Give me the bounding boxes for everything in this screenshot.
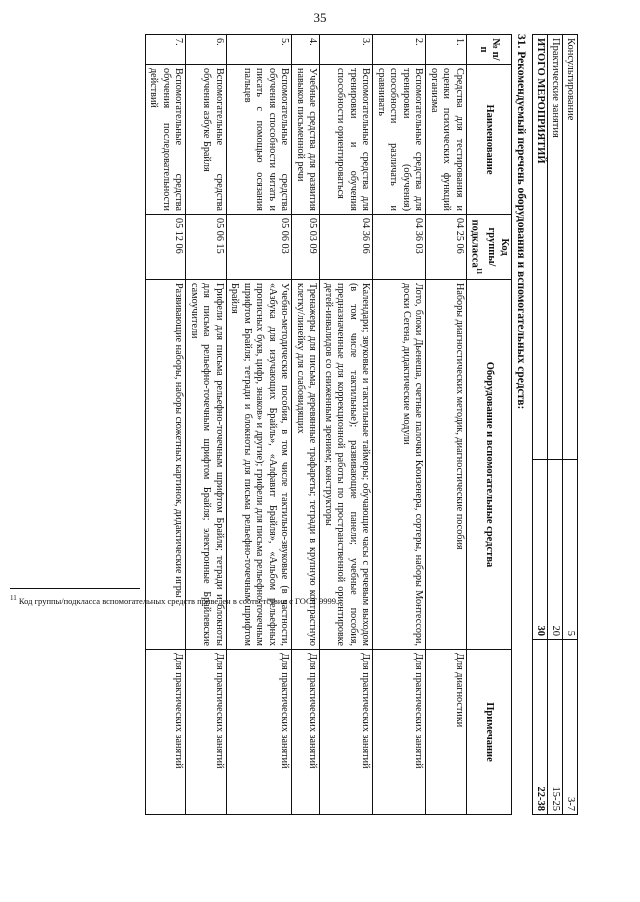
footnote-text: Код группы/подкласса вспомогательных средств приведен в соответствии с ГОСТ 9999.: [18, 595, 339, 606]
summary-cell-name: Консультирование: [563, 35, 578, 460]
page-number: 35: [313, 10, 327, 25]
equipment-cell-equipment: Развивающие наборы, наборы сюжетных картинок, дидактические игры: [146, 280, 187, 650]
equipment-cell-equipment: Календари; звуковые и тактильные таймеры; обучающие часы с речевым выходом (в том числе тактильные); развивающие панели; учебные пособия, предназначенные для коррекционной работы по пространственной ориентировке детей-инвалидов со сниженным зрением; конструкторы: [320, 280, 373, 650]
equipment-cell-code: 04 36 06: [320, 215, 373, 280]
header-code-label: Код группы/ подкласса: [469, 219, 510, 268]
equipment-cell-no: 3.: [320, 35, 373, 65]
summary-cell-col1: 5: [563, 460, 578, 640]
equipment-cell-name: Учебные средства для развития навыков письменной речи: [292, 65, 320, 215]
equipment-cell-no: 2.: [373, 35, 426, 65]
equipment-table: [145, 34, 512, 815]
equipment-cell-equipment: Лото, блоки Дьенеша, счетные палочки Кюизенера, сортеры, наборы Монтессори, доски Сегена, дидактические модули: [373, 280, 426, 650]
equipment-cell-name: Вспомогательные средства обучения азбуке Брайля: [186, 65, 227, 215]
summary-cell-col2: 22-38: [533, 640, 548, 815]
summary-cell-col2: 3-7: [563, 640, 578, 815]
equipment-row: [227, 35, 293, 815]
summary-cell-name: Практические занятия: [548, 35, 563, 460]
summary-cell-col1: 20: [548, 460, 563, 640]
footnote: [10, 594, 338, 606]
header-number: № п/п: [467, 35, 512, 65]
equipment-cell-no: 5.: [227, 35, 293, 65]
header-name: Наименование: [467, 65, 512, 215]
events-summary-table: [532, 34, 578, 815]
equipment-cell-code: 04 36 03: [373, 215, 426, 280]
section-title: 31. Рекомендуемый перечень оборудования и вспомогательных средств:: [515, 34, 527, 410]
equipment-cell-code: 05 06 03: [227, 215, 293, 280]
equipment-row: [146, 35, 187, 815]
equipment-cell-no: 4.: [292, 35, 320, 65]
header-equipment: Оборудование и вспомогательные средства: [467, 280, 512, 650]
equipment-cell-code: 05 03 09: [292, 215, 320, 280]
equipment-cell-name: Средства для тестирования и оценки психических функций организма: [426, 65, 467, 215]
summary-cell-col1: 30: [533, 460, 548, 640]
equipment-cell-no: 1.: [426, 35, 467, 65]
footnote-ref: 11: [475, 267, 483, 275]
summary-row: [548, 35, 563, 815]
summary-row: [533, 35, 548, 815]
equipment-cell-note: Для практических занятий: [146, 650, 187, 815]
equipment-cell-name: Вспомогательные средства обучения последовательности действий: [146, 65, 187, 215]
equipment-row: [373, 35, 426, 815]
equipment-cell-code: 05 06 15: [186, 215, 227, 280]
equipment-cell-code: 04 25 06: [426, 215, 467, 280]
header-code: [467, 215, 512, 280]
equipment-cell-code: 05 12 06: [146, 215, 187, 280]
equipment-cell-name: Вспомогательные средства для тренировки и обучения способности ориентироваться: [320, 65, 373, 215]
equipment-cell-note: Для диагностики: [426, 650, 467, 815]
equipment-cell-name: Вспомогательные средства для тренировки (обучения) способности различать и сравнивать: [373, 65, 426, 215]
equipment-cell-name: Вспомогательные средства обучения способности читать и писать с помощью осязания пальцев: [227, 65, 293, 215]
equipment-cell-equipment: Учебно-методические пособия, в том числе тактильно-звуковые (в частности, «Азбука для изучающих Брайль», «Алфавит Брайля», «Альбом рельефных прописных букв, цифр, знаков» и другие); грифели для письма рельефно-точечным шрифтом Брайля; тетради и блокноты для письма рельефно-точечным шрифтом Брайля: [227, 280, 293, 650]
footnote-rule: [10, 588, 140, 589]
summary-cell-col2: 15-25: [548, 640, 563, 815]
equipment-row: [292, 35, 320, 815]
equipment-cell-equipment: Наборы диагностических методик, диагностические пособия: [426, 280, 467, 650]
equipment-cell-no: 7.: [146, 35, 187, 65]
equipment-cell-note: Для практических занятий: [373, 650, 426, 815]
equipment-cell-equipment: Тренажеры для письма, деревянные трафареты; тетради в крупную контрастную клетку/линейку для слабовидящих: [292, 280, 320, 650]
equipment-cell-note: Для практических занятий: [227, 650, 293, 815]
header-note: Примечание: [467, 650, 512, 815]
footnote-mark: 11: [10, 594, 17, 602]
rotated-page-content: [68, 34, 578, 854]
equipment-cell-note: Для практических занятий: [186, 650, 227, 815]
equipment-row: [426, 35, 467, 815]
equipment-table-header: [467, 35, 512, 815]
equipment-cell-equipment: Грифели для письма рельефно-точечным шрифтом Брайля; тетради и блокноты для письма рельефно-точечным шрифтом Брайля; электронные Брайлевские самоучители: [186, 280, 227, 650]
equipment-row: [320, 35, 373, 815]
equipment-cell-note: Для практических занятий: [292, 650, 320, 815]
summary-cell-name: ИТОГО МЕРОПРИЯТИЙ: [533, 35, 548, 460]
equipment-cell-note: Для практических занятий: [320, 650, 373, 815]
equipment-cell-no: 6.: [186, 35, 227, 65]
equipment-row: [186, 35, 227, 815]
summary-row: [563, 35, 578, 815]
